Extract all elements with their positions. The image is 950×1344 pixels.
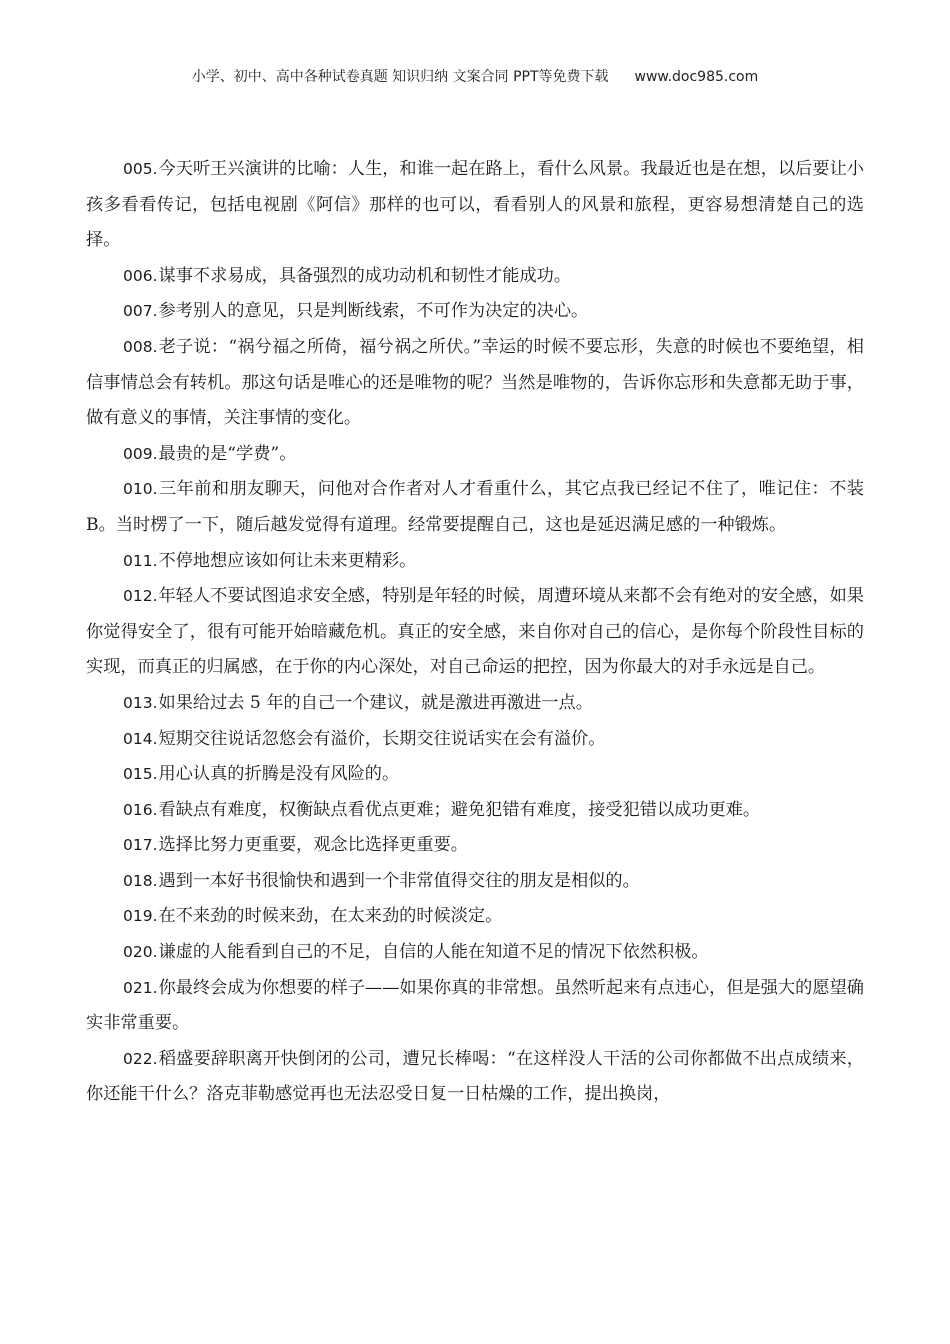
entry-number: 018.: [123, 871, 158, 890]
entry-text: 参考别人的意见，只是判断线索，不可作为决定的决心。: [158, 301, 589, 322]
header-site-link[interactable]: www.doc985.com: [634, 69, 759, 85]
entry-text: 稻盛要辞职离开快倒闭的公司，遭兄长棒喝：“在这样没人干活的公司你都做不出点成绩来，你还能干什么？洛克菲勒感觉再也无法忍受日复一日枯燥的工作，提出换岗，: [86, 1048, 864, 1105]
entry-014: [86, 722, 864, 758]
entry-number: 009.: [123, 444, 158, 463]
entry-009: [86, 437, 864, 473]
entry-number: 019.: [123, 907, 158, 926]
entry-text: 谦虚的人能看到自己的不足，自信的人能在知道不足的情况下依然积极。: [158, 942, 709, 963]
entry-text: 谋事不求易成，具备强烈的成功动机和韧性才能成功。: [158, 265, 572, 286]
entry-number: 010.: [123, 480, 158, 499]
entry-text: 看缺点有难度，权衡缺点看优点更难；避免犯错有难度，接受犯错以成功更难。: [158, 799, 761, 820]
entry-012: [86, 579, 864, 686]
entry-011: [86, 544, 864, 580]
entry-number: 015.: [123, 765, 158, 784]
entry-006: [86, 259, 864, 295]
entry-010: [86, 472, 864, 543]
entry-022: [86, 1042, 864, 1113]
entry-text: 选择比努力更重要，观念比选择更重要。: [158, 835, 468, 856]
entry-019: [86, 899, 864, 935]
entry-number: 013.: [123, 693, 158, 712]
entry-number: 008.: [123, 337, 158, 356]
entry-text: 老子说：“祸兮福之所倚，福兮祸之所伏。”幸运的时候不要忘形，失意的时候也不要绝望，相信事情总会有转机。那这句话是唯心的还是唯物的呢？当然是唯物的，告诉你忘形和失意都无助于事，做有意义的事情，关注事情的变化。: [86, 336, 864, 429]
document-body: [86, 152, 864, 1113]
entry-number: 007.: [123, 302, 158, 321]
header-text: 小学、初中、高中各种试卷真题 知识归纳 文案合同 PPT等免费下载: [191, 69, 609, 85]
entry-018: [86, 864, 864, 900]
entry-007: [86, 294, 864, 330]
entry-number: 016.: [123, 800, 158, 819]
entry-number: 021.: [123, 978, 158, 997]
entry-number: 011.: [123, 551, 158, 570]
entry-013: [86, 686, 864, 722]
entry-text: 年轻人不要试图追求安全感，特别是年轻的时候，周遭环境从来都不会有绝对的安全感，如果你觉得安全了，很有可能开始暗藏危机。真正的安全感，来自你对自己的信心，是你每个阶段性目标的实现，而真正的归属感，在于你的内心深处，对自己命运的把控，因为你最大的对手永远是自己。: [86, 586, 864, 678]
entry-text: 最贵的是“学费”。: [158, 443, 297, 464]
entry-text: 你最终会成为你想要的样子——如果你真的非常想。虽然听起来有点违心，但是强大的愿望确实非常重要。: [86, 977, 864, 1034]
entry-number: 022.: [123, 1049, 158, 1068]
entry-text: 短期交往说话忽悠会有溢价，长期交往说话实在会有溢价。: [158, 728, 606, 749]
entry-text: 今天听王兴演讲的比喻：人生，和谁一起在路上，看什么风景。我最近也是在想，以后要让小孩多看看传记，包括电视剧《阿信》那样的也可以，看看别人的风景和旅程，更容易想清楚自己的选择。: [86, 159, 864, 251]
entry-text: 遇到一本好书很愉快和遇到一个非常值得交往的朋友是相似的。: [158, 870, 640, 891]
entry-017: [86, 828, 864, 864]
entry-text: 用心认真的折腾是没有风险的。: [158, 764, 400, 785]
entry-number: 020.: [123, 943, 158, 962]
entry-text: 不停地想应该如何让未来更精彩。: [158, 550, 417, 571]
entry-number: 014.: [123, 729, 158, 748]
page-header: [0, 66, 950, 86]
entry-016: [86, 793, 864, 829]
entry-number: 017.: [123, 836, 158, 855]
entry-text: 三年前和朋友聊天，问他对合作者对人才看重什么，其它点我已经记不住了，唯记住：不装 B。当时楞了一下，随后越发觉得有道理。经常要提醒自己，这也是延迟满足感的一种锻炼。: [86, 479, 864, 535]
entry-008: [86, 330, 864, 437]
entry-005: [86, 152, 864, 259]
entry-021: [86, 971, 864, 1042]
entry-number: 005.: [123, 160, 158, 178]
entry-number: 012.: [123, 587, 158, 606]
entry-015: [86, 757, 864, 793]
entry-text: 如果给过去 5 年的自己一个建议，就是激进再激进一点。: [158, 692, 593, 713]
entry-number: 006.: [123, 266, 158, 285]
entry-text: 在不来劲的时候来劲，在太来劲的时候淡定。: [158, 906, 503, 927]
entry-020: [86, 935, 864, 971]
